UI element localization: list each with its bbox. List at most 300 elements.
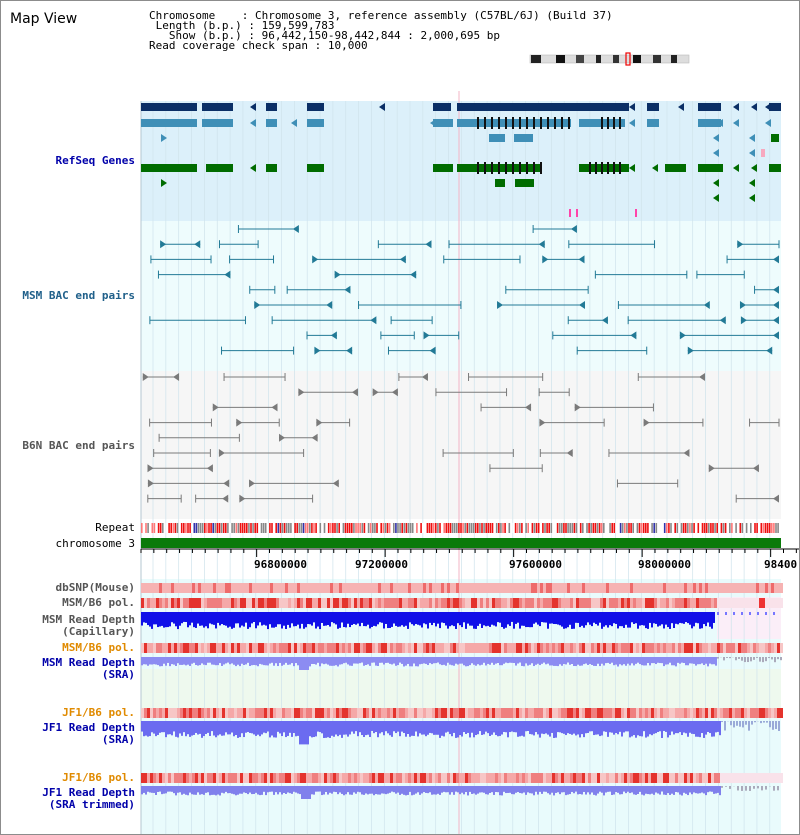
repeat-block [383, 523, 385, 533]
polymorphism-cell [261, 583, 264, 593]
read-depth-bar [393, 657, 395, 664]
read-depth-bar [417, 721, 419, 736]
repeat-block [458, 523, 460, 533]
polymorphism-cell [174, 583, 177, 593]
polymorphism-cell [450, 708, 453, 718]
polymorphism-cell [228, 598, 231, 608]
polymorphism-cell [447, 773, 450, 783]
polymorphism-cell [531, 708, 534, 718]
read-depth-bar [157, 721, 159, 735]
polymorphism-cell [345, 643, 348, 653]
polymorphism-cell [600, 773, 603, 783]
polymorphism-cell [546, 643, 549, 653]
repeat-block [200, 523, 202, 533]
polymorphism-cell [282, 643, 285, 653]
read-depth-bar [469, 612, 471, 626]
polymorphism-cell [444, 598, 447, 608]
read-depth-bar [351, 657, 353, 666]
read-depth-bar [651, 721, 653, 735]
repeat-block [498, 523, 500, 533]
repeat-block [456, 523, 458, 533]
read-depth-bar [505, 786, 507, 793]
read-depth-bar [309, 721, 311, 736]
read-depth-bar [655, 612, 657, 624]
repeat-block [742, 523, 744, 533]
read-depth-bar [667, 786, 669, 793]
polymorphism-cell [540, 643, 543, 653]
polymorphism-cell [216, 598, 219, 608]
repeat-block [141, 523, 143, 533]
polymorphism-cell [435, 583, 438, 593]
polymorphism-cell [393, 598, 396, 608]
repeat-block [565, 523, 567, 533]
repeat-block [681, 523, 683, 533]
read-depth-bar [741, 612, 743, 615]
read-depth-bar [313, 721, 315, 737]
repeat-block [355, 523, 357, 533]
gene-intron-mark [619, 162, 621, 174]
polymorphism-cell [369, 598, 372, 608]
read-depth-bar [431, 786, 433, 795]
polymorphism-cell [570, 583, 573, 593]
track-label-msm-pol-sra[interactable]: MSM/B6 pol. [62, 641, 135, 654]
read-depth-bar [383, 786, 385, 794]
read-depth-bar [401, 612, 403, 625]
read-depth-bar [661, 721, 663, 738]
polymorphism-cell [627, 598, 630, 608]
track-label-dbsnp[interactable]: dbSNP(Mouse) [55, 581, 135, 594]
read-depth-bar [347, 721, 349, 737]
info-block: Chromosome : Chromosome 3, reference assembly (C57BL/6J) (Build 37) Length (b.p.) : 159,599,783 Show (b.p.) : 96,442,150-98,442,844 : 2,000,695 bp Read coverage check span : 10,000 [149, 9, 613, 52]
polymorphism-cell [177, 583, 180, 593]
read-depth-bar [619, 657, 621, 664]
track-label-jf1-depth-trimmed[interactable] [42, 787, 135, 811]
page-title: Map View [10, 11, 78, 27]
polymorphism-cell [705, 643, 708, 653]
repeat-block [359, 523, 361, 533]
repeat-block [282, 523, 284, 533]
polymorphism-cell [348, 583, 351, 593]
repeat-block [620, 523, 622, 533]
polymorphism-cell [411, 708, 414, 718]
polymorphism-cell [453, 643, 456, 653]
track-label-line: MSM Read Depth [42, 613, 135, 626]
polymorphism-cell [552, 583, 555, 593]
read-depth-bar [583, 786, 585, 792]
polymorphism-cell [612, 598, 615, 608]
read-depth-bar [603, 786, 605, 795]
polymorphism-cell [696, 583, 699, 593]
read-depth-bar [295, 786, 297, 793]
repeat-block [521, 523, 523, 533]
polymorphism-cell [342, 773, 345, 783]
polymorphism-cell [666, 773, 669, 783]
repeat-block [343, 523, 345, 533]
read-depth-bar [157, 657, 159, 665]
polymorphism-cell [774, 598, 777, 608]
track-label-refseq[interactable]: RefSeq Genes [55, 154, 135, 167]
read-depth-bar [287, 721, 289, 736]
polymorphism-cell [660, 583, 663, 593]
read-depth-bar [337, 721, 339, 736]
track-label-jf1-pol-trim[interactable]: JF1/B6 pol. [62, 771, 135, 784]
polymorphism-cell [546, 583, 549, 593]
polymorphism-cell [246, 583, 249, 593]
polymorphism-cell [618, 583, 621, 593]
read-depth-bar [429, 612, 431, 623]
polymorphism-cell [501, 773, 504, 783]
gene-intron-mark [512, 117, 514, 129]
read-depth-bar [425, 786, 427, 793]
show-value: 96,442,150-98,442,844 : 2,000,695 bp [261, 29, 501, 42]
repeat-block [147, 523, 149, 533]
polymorphism-cell [531, 643, 534, 653]
polymorphism-cell [501, 643, 504, 653]
repeat-block [647, 523, 649, 533]
read-depth-bar [673, 721, 675, 734]
polymorphism-cell [591, 598, 594, 608]
read-depth-bar [547, 721, 549, 735]
repeat-block [294, 523, 296, 533]
polymorphism-cell [702, 773, 705, 783]
repeat-block [603, 523, 605, 533]
polymorphism-cell [411, 598, 414, 608]
repeat-block [441, 523, 443, 533]
polymorphism-cell [654, 773, 657, 783]
repeat-block [635, 523, 637, 533]
polymorphism-cell [501, 598, 504, 608]
read-depth-bar [405, 612, 407, 626]
read-depth-bar [511, 721, 513, 732]
read-depth-bar [567, 721, 569, 733]
polymorphism-cell [741, 598, 744, 608]
read-depth-bar [501, 612, 503, 627]
polymorphism-cell [195, 643, 198, 653]
read-depth-bar [663, 786, 665, 795]
track-label-jf1-pol[interactable]: JF1/B6 pol. [62, 706, 135, 719]
read-depth-bar [519, 612, 521, 629]
read-depth-bar [547, 657, 549, 664]
polymorphism-cell [744, 773, 747, 783]
polymorphism-cell [528, 598, 531, 608]
repeat-block [569, 523, 571, 533]
gene-intron-mark [519, 117, 521, 129]
ideogram-band [671, 55, 677, 63]
polymorphism-cell [381, 643, 384, 653]
polymorphism-cell [480, 583, 483, 593]
polymorphism-cell [258, 598, 261, 608]
read-depth-bar [301, 657, 303, 670]
read-depth-bar [751, 721, 753, 725]
polymorphism-cell [705, 708, 708, 718]
repeat-block [481, 523, 483, 533]
repeat-block [519, 523, 521, 533]
polymorphism-cell [555, 708, 558, 718]
read-depth-bar [345, 657, 347, 663]
read-depth-bar [191, 786, 193, 794]
polymorphism-cell [558, 598, 561, 608]
polymorphism-cell [537, 643, 540, 653]
gene-exon [141, 103, 197, 111]
read-depth-bar [681, 612, 683, 623]
read-depth-bar [333, 721, 335, 737]
polymorphism-cell [171, 773, 174, 783]
read-depth-bar [467, 721, 469, 733]
gene-intron-mark [613, 162, 615, 174]
read-depth-bar [413, 721, 415, 736]
polymorphism-cell [219, 643, 222, 653]
polymorphism-cell [696, 643, 699, 653]
read-depth-bar [555, 786, 557, 793]
read-depth-bar [495, 612, 497, 626]
read-depth-bar [409, 612, 411, 622]
polymorphism-cell [201, 583, 204, 593]
polymorphism-cell [372, 773, 375, 783]
polymorphism-cell [600, 583, 603, 593]
read-depth-bar [363, 786, 365, 795]
repeat-block [236, 523, 238, 533]
read-depth-bar [415, 721, 417, 732]
read-depth-bar [309, 612, 311, 624]
read-depth-bar [237, 721, 239, 738]
polymorphism-cell [402, 773, 405, 783]
polymorphism-cell [678, 583, 681, 593]
polymorphism-cell [411, 583, 414, 593]
polymorphism-cell [702, 708, 705, 718]
read-depth-bar [754, 721, 756, 722]
polymorphism-cell [699, 708, 702, 718]
read-depth-bar [241, 612, 243, 626]
polymorphism-cell [387, 583, 390, 593]
read-depth-bar [235, 786, 237, 795]
repeat-block [397, 523, 399, 533]
read-depth-bar [691, 657, 693, 664]
read-depth-bar [693, 786, 695, 792]
read-depth-bar [689, 657, 691, 663]
polymorphism-cell [354, 583, 357, 593]
track-label-msm-depth-sra[interactable] [42, 657, 135, 681]
read-depth-bar [201, 786, 203, 794]
read-depth-bar [591, 657, 593, 665]
polymorphism-cell [750, 708, 753, 718]
polymorphism-cell [717, 708, 720, 718]
polymorphism-cell [201, 598, 204, 608]
polymorphism-cell [669, 643, 672, 653]
polymorphism-cell [657, 583, 660, 593]
polymorphism-cell [633, 708, 636, 718]
read-depth-bar [549, 786, 551, 795]
read-depth-bar [481, 721, 483, 735]
read-depth-bar [593, 657, 595, 666]
read-depth-bar [483, 612, 485, 625]
polymorphism-cell [162, 598, 165, 608]
read-depth-bar [581, 612, 583, 626]
read-depth-bar [167, 612, 169, 627]
polymorphism-cell [675, 773, 678, 783]
read-depth-bar [553, 721, 555, 738]
read-depth-bar [265, 612, 267, 626]
read-depth-bar [677, 721, 679, 733]
repeat-block [536, 523, 538, 533]
gene-exon [647, 103, 659, 111]
polymorphism-cell [216, 773, 219, 783]
polymorphism-cell [360, 773, 363, 783]
read-depth-bar [291, 721, 293, 737]
track-label-chromosome[interactable]: chromosome 3 [55, 537, 135, 550]
read-depth-bar [525, 612, 527, 627]
polymorphism-cell [153, 583, 156, 593]
repeat-block [330, 523, 332, 533]
repeat-block [687, 523, 689, 533]
polymorphism-cell [579, 773, 582, 783]
polymorphism-cell [579, 708, 582, 718]
polymorphism-cell [420, 708, 423, 718]
read-depth-bar [197, 721, 199, 735]
polymorphism-cell [591, 708, 594, 718]
gene-exon [266, 119, 277, 127]
repeat-block [240, 523, 242, 533]
polymorphism-cell [150, 643, 153, 653]
polymorphism-cell [252, 598, 255, 608]
repeat-block [158, 523, 160, 533]
read-depth-bar [205, 786, 207, 793]
read-depth-bar [283, 786, 285, 793]
read-depth-bar [677, 612, 679, 624]
read-depth-bar [373, 721, 375, 733]
polymorphism-cell [654, 583, 657, 593]
polymorphism-cell [762, 773, 765, 783]
polymorphism-cell [645, 643, 648, 653]
read-depth-bar [579, 786, 581, 794]
polymorphism-cell [330, 773, 333, 783]
polymorphism-cell [735, 598, 738, 608]
gene-intron-mark [601, 117, 603, 129]
read-depth-bar [589, 721, 591, 731]
polymorphism-cell [495, 773, 498, 783]
polymorphism-cell [621, 773, 624, 783]
polymorphism-cell [366, 598, 369, 608]
read-depth-bar [611, 786, 613, 795]
polymorphism-cell [615, 773, 618, 783]
polymorphism-cell [639, 643, 642, 653]
read-depth-bar [359, 612, 361, 626]
polymorphism-cell [741, 708, 744, 718]
read-depth-bar [609, 657, 611, 664]
polymorphism-cell [390, 643, 393, 653]
track-label-msm-pol[interactable]: MSM/B6 pol. [62, 596, 135, 609]
polymorphism-cell [738, 643, 741, 653]
polymorphism-cell [222, 583, 225, 593]
repeat-block [191, 523, 193, 533]
polymorphism-cell [222, 598, 225, 608]
polymorphism-cell [768, 643, 771, 653]
read-depth-bar [247, 657, 249, 663]
track-label-jf1-depth-sra[interactable] [42, 722, 135, 746]
polymorphism-cell [600, 598, 603, 608]
polymorphism-cell [474, 643, 477, 653]
polymorphism-cell [588, 583, 591, 593]
polymorphism-cell [375, 643, 378, 653]
read-depth-bar [415, 786, 417, 794]
polymorphism-cell [363, 773, 366, 783]
read-depth-bar [501, 657, 503, 665]
read-depth-bar [499, 657, 501, 665]
repeat-block [546, 523, 548, 533]
polymorphism-cell [720, 643, 723, 653]
read-depth-bar [775, 721, 777, 729]
polymorphism-cell [780, 643, 783, 653]
read-depth-bar [215, 612, 217, 628]
polymorphism-cell [420, 643, 423, 653]
polymorphism-cell [708, 598, 711, 608]
polymorphism-cell [246, 773, 249, 783]
read-depth-bar [629, 657, 631, 665]
read-depth-bar [241, 721, 243, 733]
repeat-block [624, 523, 626, 533]
repeat-block [431, 523, 433, 533]
track-label-b6n-bac[interactable]: B6N BAC end pairs [22, 439, 135, 452]
gene-exon [307, 164, 324, 172]
read-depth-bar [493, 721, 495, 732]
polymorphism-cell [384, 643, 387, 653]
read-depth-bar [465, 657, 467, 666]
polymorphism-cell [543, 708, 546, 718]
read-depth-bar [177, 657, 179, 663]
polymorphism-cell [228, 773, 231, 783]
track-label-msm-bac[interactable]: MSM BAC end pairs [22, 289, 135, 302]
read-depth-bar [561, 721, 563, 733]
read-depth-bar [405, 721, 407, 737]
polymorphism-cell [180, 643, 183, 653]
polymorphism-cell [291, 708, 294, 718]
polymorphism-cell [480, 708, 483, 718]
repeat-block [435, 523, 437, 533]
repeat-block [416, 523, 418, 533]
polymorphism-cell [771, 643, 774, 653]
track-label-msm-depth-capillary[interactable] [42, 614, 135, 638]
track-label-repeat[interactable]: Repeat [95, 521, 135, 534]
read-depth-bar [239, 721, 241, 737]
read-depth-bar [549, 721, 551, 737]
read-depth-bar [303, 786, 305, 799]
polymorphism-cell [528, 583, 531, 593]
polymorphism-cell [732, 598, 735, 608]
polymorphism-cell [300, 583, 303, 593]
read-depth-bar [379, 657, 381, 663]
read-depth-bar [205, 657, 207, 665]
read-depth-bar [567, 786, 569, 795]
read-depth-bar [675, 612, 677, 624]
read-depth-bar [745, 786, 747, 791]
read-depth-bar [393, 612, 395, 624]
read-depth-bar [183, 721, 185, 732]
polymorphism-cell [573, 643, 576, 653]
read-depth-bar [687, 721, 689, 737]
read-depth-bar [211, 657, 213, 665]
read-depth-bar [587, 721, 589, 733]
read-depth-bar [319, 612, 321, 629]
read-depth-bar [669, 721, 671, 735]
polymorphism-cell [537, 708, 540, 718]
read-depth-bar [381, 612, 383, 623]
read-depth-bar [199, 721, 201, 734]
read-depth-bar [175, 657, 177, 666]
read-depth-bar [521, 612, 523, 626]
read-depth-bar [715, 786, 717, 793]
polymorphism-cell [441, 643, 444, 653]
polymorphism-cell [432, 643, 435, 653]
read-depth-bar [659, 786, 661, 795]
